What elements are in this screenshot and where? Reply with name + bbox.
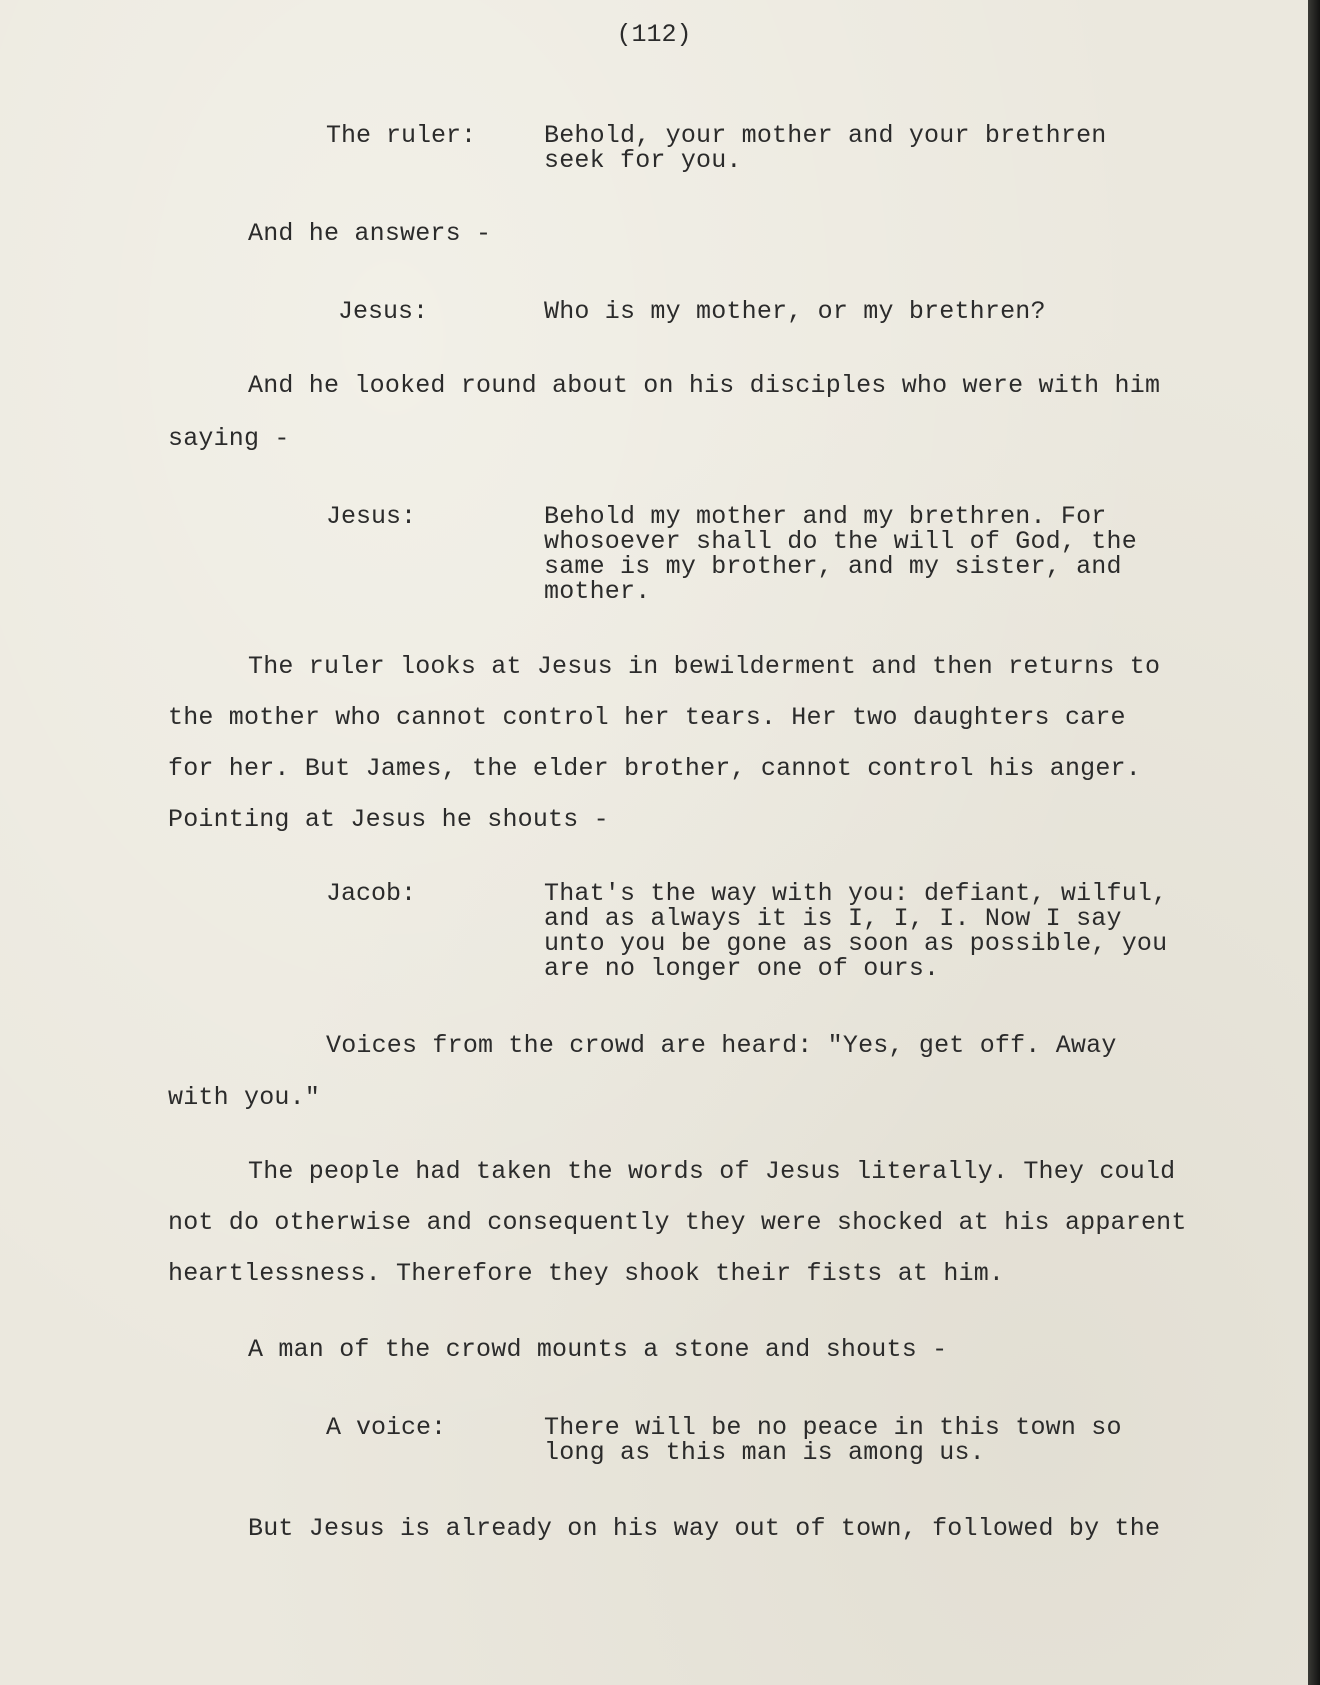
speaker-label: Jacob:	[326, 879, 417, 908]
narrative-line: heartlessness. Therefore they shook their fists at him.	[168, 1259, 1005, 1288]
narrative-line: Pointing at Jesus he shouts -	[168, 805, 609, 834]
narrative-line: The ruler looks at Jesus in bewilderment and then returns to	[248, 652, 1161, 681]
narrative-line: A man of the crowd mounts a stone and shouts -	[248, 1335, 948, 1364]
speech-line: and as always it is I, I, I. Now I say	[544, 904, 1122, 933]
speaker-label: Jesus:	[326, 502, 417, 531]
speech-line: There will be no peace in this town so	[544, 1413, 1122, 1442]
speech-line: Who is my mother, or my brethren?	[544, 297, 1046, 326]
speech-line: That's the way with you: defiant, wilful,	[544, 879, 1168, 908]
speaker-label: Jesus:	[338, 297, 429, 326]
page-number: (112)	[616, 20, 692, 49]
speech-line: mother.	[544, 577, 651, 606]
narrative-line: the mother who cannot control her tears. Her two daughters care	[168, 703, 1126, 732]
narrative-line: for her. But James, the elder brother, cannot control his anger.	[168, 754, 1141, 783]
speech-line: whosoever shall do the will of God, the	[544, 527, 1137, 556]
speech-line: seek for you.	[544, 146, 742, 175]
narrative-line: Voices from the crowd are heard: "Yes, get off. Away	[326, 1031, 1117, 1060]
speech-line: are no longer one of ours.	[544, 954, 940, 983]
speech-line: Behold, your mother and your brethren	[544, 121, 1107, 150]
speech-line: same is my brother, and my sister, and	[544, 552, 1122, 581]
narrative-line: not do otherwise and consequently they were shocked at his apparent	[168, 1208, 1187, 1237]
narrative-line: But Jesus is already on his way out of town, followed by the	[248, 1514, 1161, 1543]
scan-edge	[1308, 0, 1320, 1685]
narrative-line: And he looked round about on his disciples who were with him	[248, 371, 1161, 400]
speech-line: unto you be gone as soon as possible, you	[544, 929, 1168, 958]
speech-line: long as this man is among us.	[544, 1438, 985, 1467]
narrative-line: with you."	[168, 1083, 321, 1112]
narrative-line: saying -	[168, 424, 290, 453]
speech-line: Behold my mother and my brethren. For	[544, 502, 1107, 531]
speaker-label: A voice:	[326, 1413, 447, 1442]
narrative-line: The people had taken the words of Jesus literally. They could	[248, 1157, 1176, 1186]
speaker-label: The ruler:	[326, 121, 477, 150]
narrative-line: And he answers -	[248, 219, 492, 248]
